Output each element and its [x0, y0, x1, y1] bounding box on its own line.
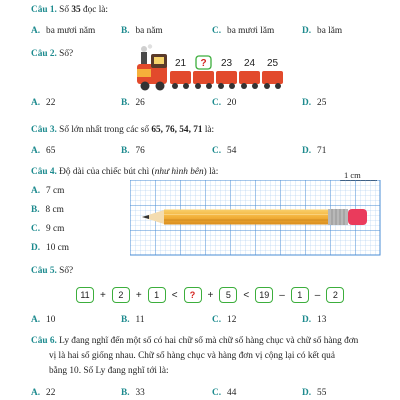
- wagon: [262, 71, 283, 84]
- option-letter: C.: [212, 388, 222, 398]
- wheel: [183, 83, 189, 89]
- option-d[interactable]: [302, 315, 326, 325]
- question-2-label: Câu 2.: [31, 49, 57, 59]
- option-text: 9 cm: [46, 224, 65, 234]
- option-c[interactable]: [212, 146, 236, 156]
- option-letter: A.: [31, 146, 41, 156]
- wheel: [141, 82, 150, 91]
- number-box: 5: [219, 287, 237, 303]
- option-letter: C.: [212, 26, 222, 36]
- option-letter: C.: [212, 315, 222, 325]
- option-a[interactable]: [31, 315, 55, 325]
- number-box: 2: [112, 287, 130, 303]
- option-c[interactable]: [31, 224, 64, 234]
- option-letter: D.: [302, 315, 312, 325]
- option-text: 8 cm: [45, 205, 64, 215]
- option-text: 55: [317, 388, 327, 398]
- option-a[interactable]: [31, 26, 95, 36]
- option-text: ba mươi lăm: [227, 26, 275, 36]
- question-4: [31, 167, 218, 177]
- wheel: [218, 83, 224, 89]
- operator: +: [135, 289, 142, 301]
- wheel: [275, 83, 281, 89]
- option-c[interactable]: [212, 388, 236, 398]
- question-5: [31, 266, 73, 276]
- option-b[interactable]: [121, 146, 145, 156]
- option-letter: C.: [31, 224, 41, 234]
- option-c[interactable]: [212, 98, 236, 108]
- question-4-label: Câu 4.: [31, 167, 57, 177]
- option-b[interactable]: [121, 26, 163, 36]
- question-6: [31, 334, 386, 379]
- inequality-expression: [74, 286, 346, 304]
- option-a[interactable]: [31, 98, 55, 108]
- option-letter: B.: [121, 26, 130, 36]
- option-text: 65: [46, 146, 56, 156]
- option-d[interactable]: [31, 243, 69, 253]
- wagon: [239, 71, 260, 84]
- option-d[interactable]: [302, 98, 326, 108]
- question-4-pre: Độ dài của chiếc bút chì (: [59, 167, 155, 177]
- option-text: ba năm: [135, 26, 163, 36]
- number-box: 1: [291, 287, 309, 303]
- smoke-puff: [148, 44, 152, 48]
- option-d[interactable]: [302, 26, 342, 36]
- option-text: 33: [135, 388, 145, 398]
- question-6-line-1: [31, 334, 386, 349]
- wagon: [170, 71, 191, 84]
- train-number: 25: [266, 58, 279, 69]
- locomotive-boiler: [137, 69, 151, 77]
- option-text: 11: [135, 315, 145, 325]
- pencil-eraser: [348, 209, 367, 225]
- option-text: 20: [227, 98, 237, 108]
- question-1-post: đọc là:: [80, 5, 108, 15]
- operator: +: [100, 289, 106, 301]
- scale-label: 1 cm: [344, 170, 361, 180]
- wheel: [252, 83, 258, 89]
- train-illustration: [133, 44, 285, 94]
- wagon: [193, 71, 214, 84]
- operator: –: [314, 289, 321, 301]
- question-6-text: Ly đang nghĩ đến một số có hai chữ số mà chữ số hàng chục và chữ số hàng đơn: [59, 336, 359, 346]
- option-text: 10 cm: [46, 243, 70, 253]
- question-4-post: ) là:: [203, 167, 219, 177]
- number-box: 11: [76, 287, 94, 303]
- question-5-label: Câu 5.: [31, 266, 57, 276]
- missing-number-box: ?: [184, 287, 202, 303]
- wheel: [264, 83, 270, 89]
- question-1-label: Câu 1.: [31, 5, 57, 15]
- option-letter: A.: [31, 186, 41, 196]
- pencil-body: [164, 210, 328, 225]
- option-b[interactable]: [121, 388, 145, 398]
- option-letter: D.: [302, 98, 312, 108]
- option-text: 12: [227, 315, 237, 325]
- option-text: 10: [46, 315, 56, 325]
- option-letter: D.: [302, 26, 312, 36]
- option-a[interactable]: [31, 186, 64, 196]
- question-4-italic: như hình bên: [154, 167, 204, 177]
- option-letter: A.: [31, 26, 41, 36]
- wheel: [195, 83, 201, 89]
- option-d[interactable]: [302, 146, 326, 156]
- option-text: 13: [317, 315, 327, 325]
- option-letter: D.: [31, 243, 41, 253]
- option-c[interactable]: [212, 26, 274, 36]
- option-b[interactable]: [121, 98, 145, 108]
- option-text: 7 cm: [46, 186, 65, 196]
- option-text: 22: [46, 98, 56, 108]
- question-1-number: 35: [71, 5, 81, 15]
- wheel: [206, 83, 212, 89]
- option-text: ba mươi năm: [46, 26, 96, 36]
- option-c[interactable]: [212, 315, 236, 325]
- question-2: [31, 49, 73, 59]
- option-text: 26: [135, 98, 145, 108]
- wagon: [216, 71, 237, 84]
- question-1-pre: Số: [59, 5, 72, 15]
- pencil-ferrule: [328, 209, 348, 225]
- option-letter: B.: [121, 146, 130, 156]
- option-b[interactable]: [31, 205, 64, 215]
- number-box: 19: [255, 287, 273, 303]
- option-d[interactable]: [302, 388, 326, 398]
- question-3-label: Câu 3.: [31, 125, 57, 135]
- operator: <: [243, 289, 250, 301]
- locomotive-chimney: [141, 52, 147, 64]
- number-box: 1: [148, 287, 166, 303]
- train-number-missing: ?: [200, 58, 207, 69]
- option-letter: C.: [212, 146, 222, 156]
- option-text: ba lăm: [317, 26, 343, 36]
- locomotive-window: [154, 57, 164, 64]
- option-letter: A.: [31, 388, 41, 398]
- option-a[interactable]: [31, 146, 55, 156]
- question-3-post: là:: [202, 125, 215, 135]
- train-number: 23: [220, 58, 233, 69]
- question-3-pre: Số lớn nhất trong các số: [59, 125, 152, 135]
- operator: +: [207, 289, 214, 301]
- operator: –: [279, 289, 285, 301]
- option-text: 71: [317, 146, 327, 156]
- train-number: 24: [243, 58, 256, 69]
- option-text: 54: [227, 146, 237, 156]
- wheel: [241, 83, 247, 89]
- question-3: [31, 125, 214, 135]
- option-letter: A.: [31, 98, 41, 108]
- operator: <: [171, 289, 178, 301]
- option-letter: B.: [121, 315, 130, 325]
- option-text: 44: [227, 388, 237, 398]
- question-1: [31, 5, 108, 15]
- wagons: [170, 71, 283, 89]
- question-6-line-2: vị là hai số giống nhau. Chữ số hàng chục và hàng đơn vị cộng lại có kết quả: [49, 351, 335, 361]
- option-a[interactable]: [31, 388, 55, 398]
- train-number: 21: [174, 58, 187, 69]
- question-6-line-3: bằng 10. Số Ly đang nghĩ tới là:: [49, 366, 169, 376]
- question-5-text: Số?: [59, 266, 74, 276]
- option-text: 25: [317, 98, 327, 108]
- question-2-text: Số?: [59, 49, 74, 59]
- question-6-label: Câu 6.: [31, 336, 57, 346]
- option-b[interactable]: [121, 315, 144, 325]
- pencil-grid-illustration: [130, 180, 382, 256]
- wheel: [156, 82, 165, 91]
- option-text: 76: [135, 146, 145, 156]
- option-letter: C.: [212, 98, 222, 108]
- wheel: [229, 83, 235, 89]
- option-letter: A.: [31, 315, 41, 325]
- number-box: 2: [326, 287, 344, 303]
- option-text: 22: [46, 388, 56, 398]
- option-letter: B.: [31, 205, 40, 215]
- option-letter: D.: [302, 146, 312, 156]
- question-3-numbers: 65, 76, 54, 71: [151, 125, 203, 135]
- option-letter: B.: [121, 388, 130, 398]
- smoke-puff: [141, 46, 147, 52]
- wheel: [172, 83, 178, 89]
- option-letter: D.: [302, 388, 312, 398]
- option-letter: B.: [121, 98, 130, 108]
